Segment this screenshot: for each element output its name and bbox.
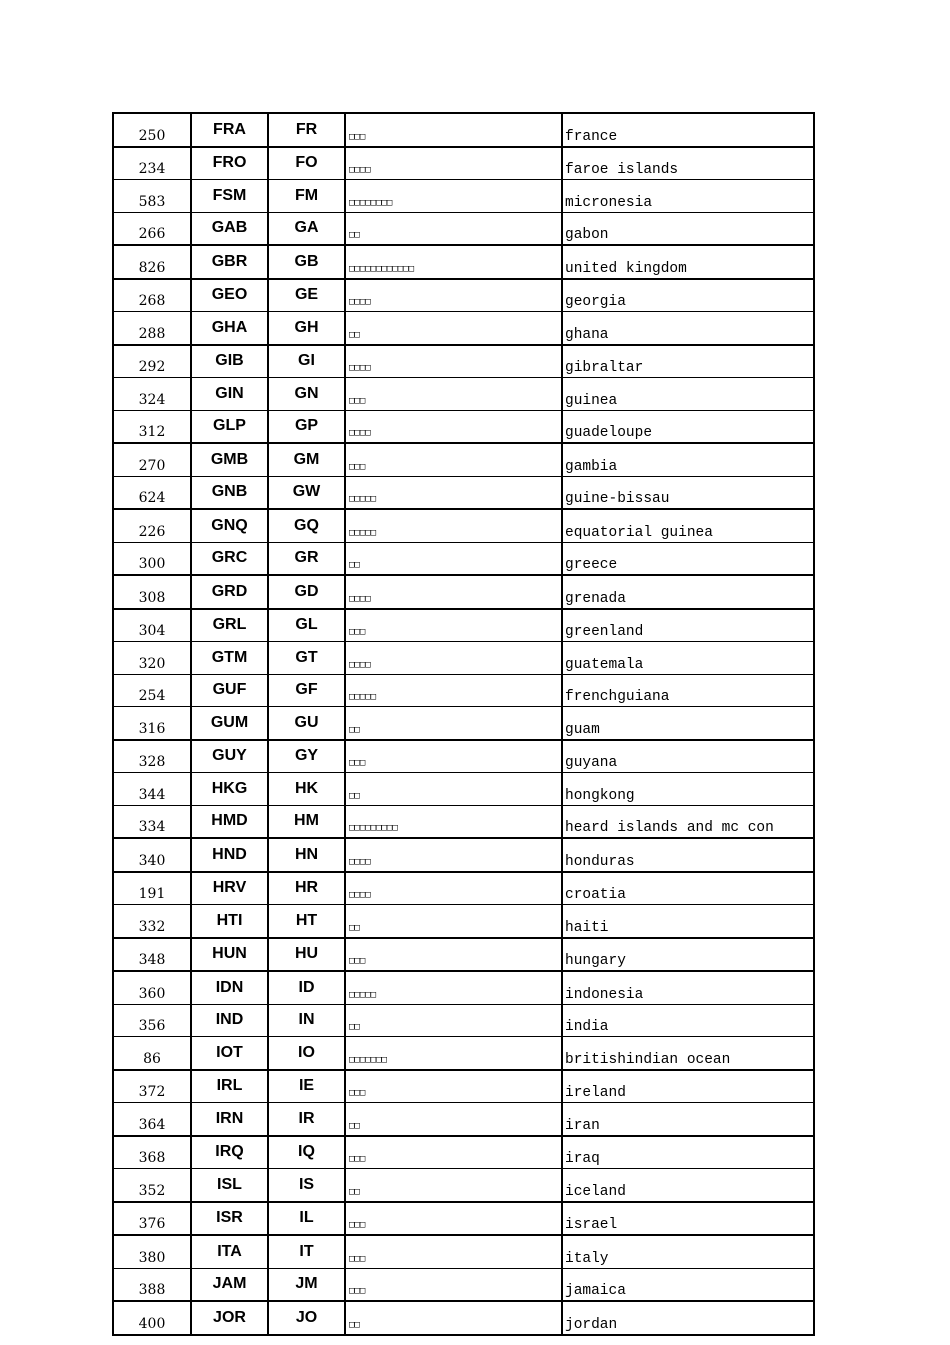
numeric-code-cell: 332 — [113, 905, 191, 938]
chinese-name-cell: □□□□□ — [345, 476, 562, 509]
english-name-cell: micronesia — [562, 180, 814, 213]
numeric-code-cell: 250 — [113, 113, 191, 147]
alpha2-code-cell: GN — [268, 378, 345, 411]
english-name-cell: iraq — [562, 1136, 814, 1169]
chinese-name-cell: □□ — [345, 773, 562, 806]
chinese-name-cell: □□□□ — [345, 279, 562, 312]
alpha2-code-cell: IT — [268, 1235, 345, 1268]
english-name-cell: iceland — [562, 1169, 814, 1202]
alpha2-code-cell: GM — [268, 443, 345, 476]
numeric-code-cell: 268 — [113, 279, 191, 312]
numeric-code-cell: 380 — [113, 1235, 191, 1268]
chinese-name-cell: □□□ — [345, 1136, 562, 1169]
english-name-cell: honduras — [562, 838, 814, 872]
numeric-code-cell: 300 — [113, 542, 191, 575]
chinese-name-cell: □□□□□□□ — [345, 1037, 562, 1070]
table-row — [113, 740, 814, 773]
alpha2-code-cell: GU — [268, 707, 345, 740]
chinese-name-cell: □□ — [345, 905, 562, 938]
numeric-code-cell: 328 — [113, 740, 191, 773]
numeric-code-cell: 340 — [113, 838, 191, 872]
alpha3-code-cell: IDN — [191, 971, 268, 1004]
table-row — [113, 345, 814, 378]
numeric-code-cell: 191 — [113, 872, 191, 905]
numeric-code-cell: 234 — [113, 147, 191, 180]
alpha3-code-cell: GRD — [191, 575, 268, 609]
numeric-code-cell: 826 — [113, 245, 191, 279]
chinese-name-cell: □□□ — [345, 938, 562, 972]
chinese-name-cell: □□□□ — [345, 147, 562, 180]
alpha2-code-cell: GL — [268, 609, 345, 642]
chinese-name-cell: □□□□□ — [345, 674, 562, 707]
numeric-code-cell: 364 — [113, 1103, 191, 1136]
numeric-code-cell: 254 — [113, 674, 191, 707]
chinese-name-cell: □□□ — [345, 1070, 562, 1103]
table-row — [113, 1103, 814, 1136]
numeric-code-cell: 344 — [113, 773, 191, 806]
english-name-cell: hongkong — [562, 773, 814, 806]
chinese-name-cell: □□□□ — [345, 345, 562, 378]
alpha3-code-cell: ITA — [191, 1235, 268, 1268]
alpha3-code-cell: GUY — [191, 740, 268, 773]
english-name-cell: ghana — [562, 312, 814, 345]
table-row — [113, 838, 814, 872]
alpha3-code-cell: FRA — [191, 113, 268, 147]
alpha2-code-cell: IS — [268, 1169, 345, 1202]
table-row — [113, 642, 814, 675]
table-row — [113, 542, 814, 575]
alpha3-code-cell: GBR — [191, 245, 268, 279]
chinese-name-cell: □□□□□□□□ — [345, 180, 562, 213]
chinese-name-cell: □□ — [345, 1103, 562, 1136]
table-row — [113, 1136, 814, 1169]
table-row — [113, 312, 814, 345]
numeric-code-cell: 360 — [113, 971, 191, 1004]
alpha2-code-cell: JM — [268, 1268, 345, 1301]
alpha3-code-cell: GIB — [191, 345, 268, 378]
chinese-name-cell: □□□ — [345, 1235, 562, 1268]
english-name-cell: france — [562, 113, 814, 147]
table-row — [113, 509, 814, 542]
table-row — [113, 1004, 814, 1037]
alpha3-code-cell: IOT — [191, 1037, 268, 1070]
alpha2-code-cell: GQ — [268, 509, 345, 542]
alpha2-code-cell: HN — [268, 838, 345, 872]
english-name-cell: iran — [562, 1103, 814, 1136]
table-row — [113, 805, 814, 838]
chinese-name-cell: □□ — [345, 1004, 562, 1037]
alpha2-code-cell: HR — [268, 872, 345, 905]
alpha2-code-cell: GB — [268, 245, 345, 279]
alpha2-code-cell: FR — [268, 113, 345, 147]
chinese-name-cell: □□□ — [345, 378, 562, 411]
numeric-code-cell: 388 — [113, 1268, 191, 1301]
alpha2-code-cell: FM — [268, 180, 345, 213]
alpha2-code-cell: GR — [268, 542, 345, 575]
numeric-code-cell: 352 — [113, 1169, 191, 1202]
alpha3-code-cell: IRQ — [191, 1136, 268, 1169]
english-name-cell: haiti — [562, 905, 814, 938]
english-name-cell: guam — [562, 707, 814, 740]
table-row — [113, 872, 814, 905]
alpha2-code-cell: GI — [268, 345, 345, 378]
alpha3-code-cell: JAM — [191, 1268, 268, 1301]
alpha2-code-cell: GA — [268, 212, 345, 245]
numeric-code-cell: 376 — [113, 1202, 191, 1236]
numeric-code-cell: 226 — [113, 509, 191, 542]
chinese-name-cell: □□ — [345, 312, 562, 345]
chinese-name-cell: □□□ — [345, 113, 562, 147]
numeric-code-cell: 292 — [113, 345, 191, 378]
alpha2-code-cell: GT — [268, 642, 345, 675]
alpha3-code-cell: IRL — [191, 1070, 268, 1103]
alpha2-code-cell: GD — [268, 575, 345, 609]
english-name-cell: frenchguiana — [562, 674, 814, 707]
chinese-name-cell: □□□ — [345, 1202, 562, 1236]
alpha2-code-cell: IO — [268, 1037, 345, 1070]
table-row — [113, 1235, 814, 1268]
alpha2-code-cell: JO — [268, 1301, 345, 1335]
alpha3-code-cell: GUM — [191, 707, 268, 740]
alpha3-code-cell: GHA — [191, 312, 268, 345]
chinese-name-cell: □□ — [345, 1301, 562, 1335]
alpha3-code-cell: GRC — [191, 542, 268, 575]
table-row — [113, 1202, 814, 1236]
english-name-cell: equatorial guinea — [562, 509, 814, 542]
english-name-cell: faroe islands — [562, 147, 814, 180]
alpha2-code-cell: GH — [268, 312, 345, 345]
numeric-code-cell: 304 — [113, 609, 191, 642]
table-row — [113, 674, 814, 707]
alpha3-code-cell: FRO — [191, 147, 268, 180]
table-row — [113, 1037, 814, 1070]
table-row — [113, 773, 814, 806]
numeric-code-cell: 308 — [113, 575, 191, 609]
alpha2-code-cell: ID — [268, 971, 345, 1004]
alpha3-code-cell: GMB — [191, 443, 268, 476]
alpha3-code-cell: GAB — [191, 212, 268, 245]
english-name-cell: heard islands and mc con — [562, 805, 814, 838]
table-row — [113, 113, 814, 147]
alpha2-code-cell: FO — [268, 147, 345, 180]
table-row — [113, 609, 814, 642]
alpha3-code-cell: GNB — [191, 476, 268, 509]
alpha2-code-cell: HT — [268, 905, 345, 938]
alpha3-code-cell: GNQ — [191, 509, 268, 542]
numeric-code-cell: 348 — [113, 938, 191, 972]
chinese-name-cell: □□□ — [345, 443, 562, 476]
chinese-name-cell: □□□□ — [345, 642, 562, 675]
alpha3-code-cell: HKG — [191, 773, 268, 806]
alpha3-code-cell: FSM — [191, 180, 268, 213]
numeric-code-cell: 368 — [113, 1136, 191, 1169]
alpha3-code-cell: GIN — [191, 378, 268, 411]
alpha2-code-cell: GY — [268, 740, 345, 773]
table-row — [113, 279, 814, 312]
english-name-cell: grenada — [562, 575, 814, 609]
table-row — [113, 443, 814, 476]
chinese-name-cell: □□□□ — [345, 575, 562, 609]
alpha2-code-cell: HM — [268, 805, 345, 838]
table-row — [113, 1169, 814, 1202]
alpha3-code-cell: GTM — [191, 642, 268, 675]
numeric-code-cell: 624 — [113, 476, 191, 509]
chinese-name-cell: □□□□□ — [345, 509, 562, 542]
alpha2-code-cell: GE — [268, 279, 345, 312]
numeric-code-cell: 583 — [113, 180, 191, 213]
english-name-cell: united kingdom — [562, 245, 814, 279]
chinese-name-cell: □□□□□□□□□□□□ — [345, 245, 562, 279]
english-name-cell: jordan — [565, 1316, 618, 1333]
alpha3-code-cell: HND — [191, 838, 268, 872]
chinese-name-cell: □□□□ — [345, 838, 562, 872]
numeric-code-cell: 356 — [113, 1004, 191, 1037]
english-name-cell: jamaica — [562, 1268, 814, 1301]
table-row — [113, 1301, 814, 1335]
table-row — [113, 212, 814, 245]
english-name-cell: gabon — [562, 212, 814, 245]
alpha2-code-cell: IR — [268, 1103, 345, 1136]
numeric-code-cell: 324 — [113, 378, 191, 411]
table-row — [113, 378, 814, 411]
numeric-code-cell: 86 — [113, 1037, 191, 1070]
alpha3-code-cell: IRN — [191, 1103, 268, 1136]
alpha2-code-cell: GW — [268, 476, 345, 509]
alpha3-code-cell: GRL — [191, 609, 268, 642]
numeric-code-cell: 400 — [113, 1301, 191, 1335]
numeric-code-cell: 372 — [113, 1070, 191, 1103]
table-row — [113, 1070, 814, 1103]
table-row — [113, 938, 814, 972]
chinese-name-cell: □□ — [345, 212, 562, 245]
english-name-cell: croatia — [562, 872, 814, 905]
alpha3-code-cell: IND — [191, 1004, 268, 1037]
alpha2-code-cell: IE — [268, 1070, 345, 1103]
numeric-code-cell: 334 — [113, 805, 191, 838]
alpha3-code-cell: JOR — [191, 1301, 268, 1335]
alpha2-code-cell: IL — [268, 1202, 345, 1236]
numeric-code-cell: 312 — [113, 410, 191, 443]
chinese-name-cell: □□□□ — [345, 410, 562, 443]
alpha3-code-cell: GUF — [191, 674, 268, 707]
alpha3-code-cell: ISR — [191, 1202, 268, 1236]
english-name-cell: guadeloupe — [562, 410, 814, 443]
country-code-table — [112, 112, 815, 1336]
table-row — [113, 575, 814, 609]
alpha3-code-cell: GLP — [191, 410, 268, 443]
chinese-name-cell: □□ — [345, 707, 562, 740]
table-row — [113, 410, 814, 443]
alpha2-code-cell: GP — [268, 410, 345, 443]
english-name-cell: greece — [562, 542, 814, 575]
alpha2-code-cell: GF — [268, 674, 345, 707]
table-row — [113, 707, 814, 740]
numeric-code-cell: 288 — [113, 312, 191, 345]
chinese-name-cell: □□□ — [345, 740, 562, 773]
numeric-code-cell: 316 — [113, 707, 191, 740]
english-name-cell: guyana — [562, 740, 814, 773]
english-name-cell: hungary — [562, 938, 814, 972]
alpha3-code-cell: HRV — [191, 872, 268, 905]
alpha3-code-cell: HUN — [191, 938, 268, 972]
alpha2-code-cell: HU — [268, 938, 345, 972]
english-name-cell: ireland — [562, 1070, 814, 1103]
alpha2-code-cell: IN — [268, 1004, 345, 1037]
english-name-cell: italy — [562, 1235, 814, 1268]
english-name-cell: india — [562, 1004, 814, 1037]
chinese-name-cell: □□□□□ — [345, 971, 562, 1004]
table-row — [113, 245, 814, 279]
numeric-code-cell: 270 — [113, 443, 191, 476]
alpha3-code-cell: HMD — [191, 805, 268, 838]
alpha3-code-cell: ISL — [191, 1169, 268, 1202]
english-name-cell: georgia — [562, 279, 814, 312]
english-name-cell: guatemala — [562, 642, 814, 675]
chinese-name-cell: □□□ — [345, 609, 562, 642]
numeric-code-cell: 320 — [113, 642, 191, 675]
table-row — [113, 476, 814, 509]
english-name-cell: indonesia — [562, 971, 814, 1004]
alpha2-code-cell: HK — [268, 773, 345, 806]
english-name-cell: gambia — [562, 443, 814, 476]
table-row — [113, 180, 814, 213]
english-name-cell: israel — [562, 1202, 814, 1236]
table-row — [113, 905, 814, 938]
table-row — [113, 147, 814, 180]
chinese-name-cell: □□□□ — [345, 872, 562, 905]
table-row — [113, 971, 814, 1004]
numeric-code-cell: 266 — [113, 212, 191, 245]
english-name-cell: greenland — [562, 609, 814, 642]
chinese-name-cell: □□ — [345, 542, 562, 575]
english-name-cell: guine-bissau — [562, 476, 814, 509]
alpha3-code-cell: GEO — [191, 279, 268, 312]
chinese-name-cell: □□□□□□□□□ — [345, 805, 562, 838]
alpha2-code-cell: IQ — [268, 1136, 345, 1169]
english-name-cell: britishindian ocean — [562, 1037, 814, 1070]
english-name-cell: gibraltar — [562, 345, 814, 378]
country-code-table-body — [113, 113, 814, 1335]
english-name-cell: guinea — [562, 378, 814, 411]
table-row — [113, 1268, 814, 1301]
chinese-name-cell: □□ — [345, 1169, 562, 1202]
chinese-name-cell: □□□ — [345, 1268, 562, 1301]
alpha3-code-cell: HTI — [191, 905, 268, 938]
